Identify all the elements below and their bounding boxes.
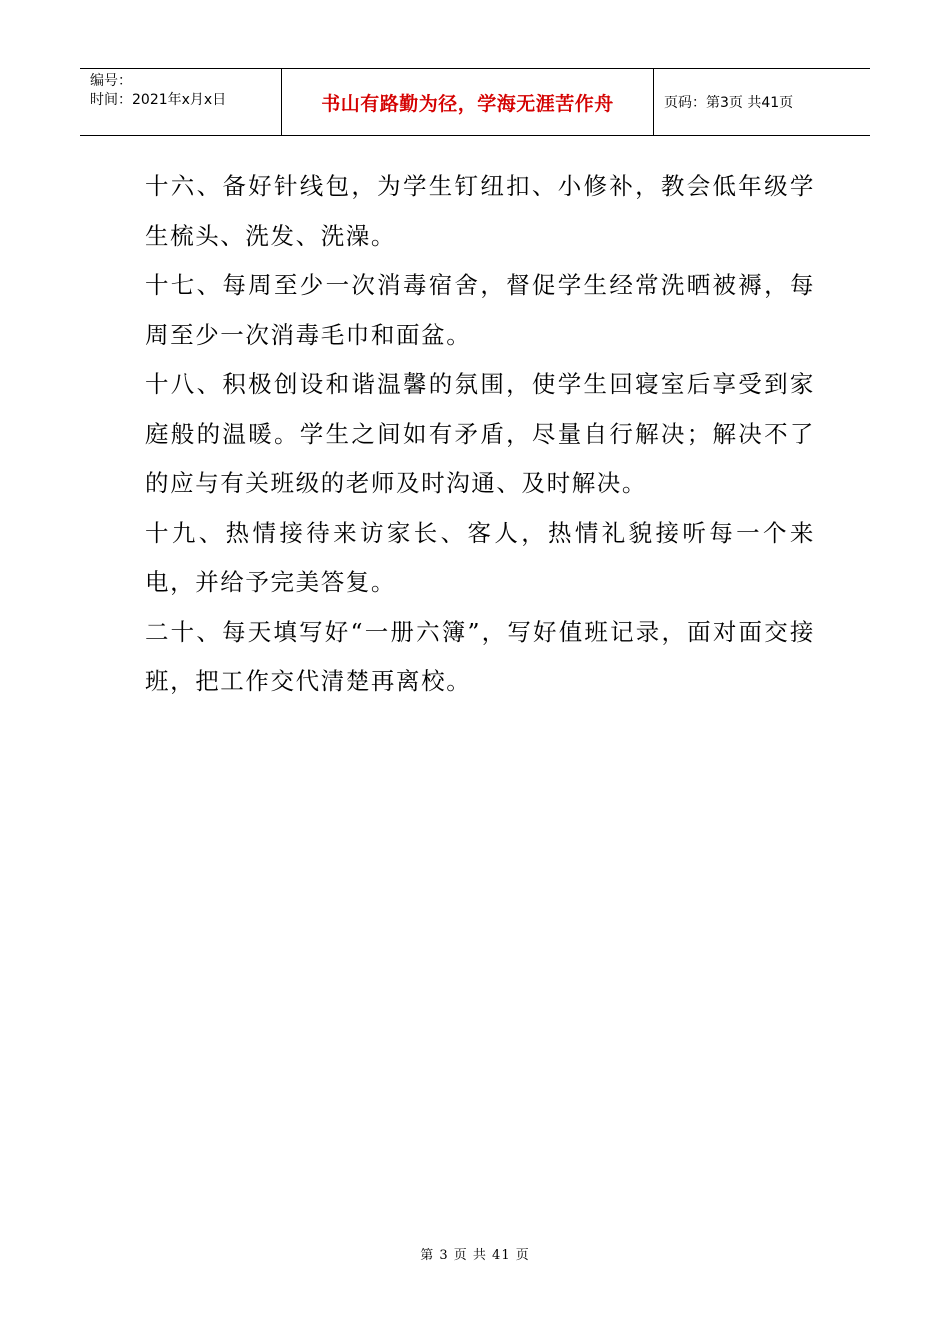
paragraph-17: 十七、每周至少一次消毒宿舍，督促学生经常洗晒被褥，每周至少一次消毒毛巾和面盆。	[145, 271, 815, 349]
paragraph-18: 十八、积极创设和谐温馨的氛围，使学生回寝室后享受到家庭般的温暖。学生之间如有矛盾，尽量自行解决；解决不了的应与有关班级的老师及时沟通、及时解决。	[145, 370, 815, 497]
header-meta-cell	[80, 69, 282, 135]
header-motto: 书山有路勤为径，学海无涯苦作舟	[321, 92, 614, 115]
document-header	[80, 68, 870, 136]
header-motto-cell	[282, 69, 654, 135]
document-body	[145, 162, 815, 707]
paragraph-20: 二十、每天填写好“一册六簿”，写好值班记录，面对面交接班，把工作交代清楚再离校。	[145, 617, 815, 695]
page-footer	[0, 1244, 950, 1263]
date-line: 时间：2021年x月x日	[90, 92, 227, 108]
header-page-info: 页码：第3页 共41页	[664, 95, 794, 111]
header-page-cell	[654, 69, 870, 135]
paragraph-19: 十九、热情接待来访家长、客人，热情礼貌接听每一个来电，并给予完美答复。	[145, 518, 815, 596]
serial-number-label: 编号：	[90, 73, 132, 89]
paragraph-16: 十六、备好针线包，为学生钉纽扣、小修补，教会低年级学生梳头、洗发、洗澡。	[145, 172, 815, 250]
footer-page-number: 第 3 页 共 41 页	[420, 1248, 530, 1263]
